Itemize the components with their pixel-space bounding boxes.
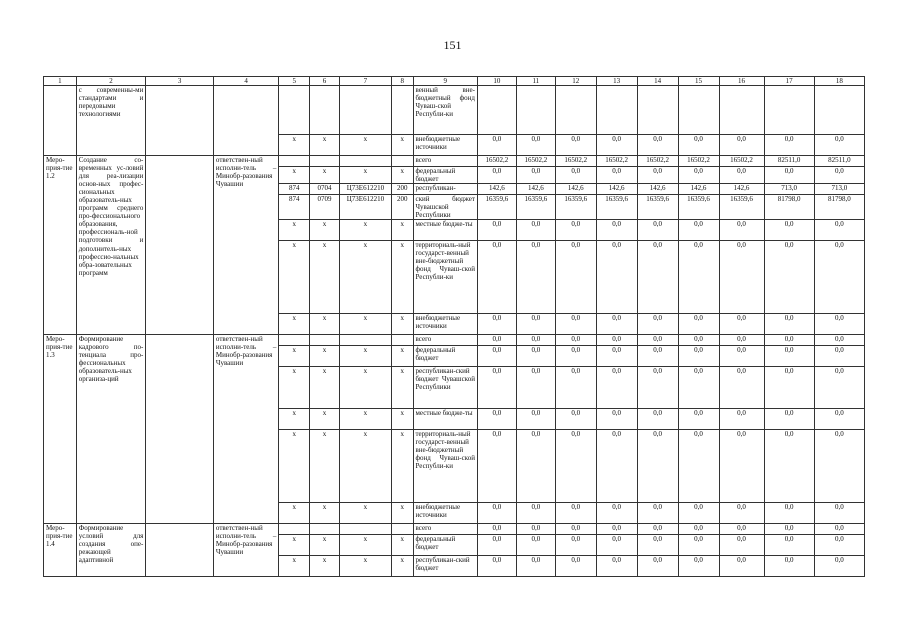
value-cell: 142,6 xyxy=(555,184,596,195)
code-cell: x xyxy=(310,556,340,577)
column-number: 16 xyxy=(719,77,764,86)
activity-description: Формирование условий для создания опе-режающей адаптивной xyxy=(76,524,146,577)
code-cell: x xyxy=(310,220,340,241)
value-cell: 0,0 xyxy=(516,220,555,241)
value-cell: 0,0 xyxy=(637,167,678,184)
value-cell: 0,0 xyxy=(719,220,764,241)
program-description: с современны-ми стандартами и передовыми технологиями xyxy=(76,86,146,156)
responsible-executor: ответствен-ный исполни-тель – Минобр-разования Чувашии xyxy=(213,156,279,335)
value-cell: 0,0 xyxy=(555,535,596,556)
empty-cell xyxy=(146,86,214,156)
funding-source: федеральный бюджет xyxy=(413,346,477,367)
value-cell: 0,0 xyxy=(555,503,596,524)
activity-title: Меро-прия-тие 1.3 xyxy=(44,335,77,524)
value-cell: 0,0 xyxy=(678,409,719,430)
value-cell: 0,0 xyxy=(555,241,596,314)
value-cell: 0,0 xyxy=(814,367,864,409)
value-cell: 0,0 xyxy=(719,167,764,184)
code-cell: x xyxy=(392,430,413,503)
code-cell: x xyxy=(339,367,391,409)
value-cell: 0,0 xyxy=(814,535,864,556)
value-cell: 0,0 xyxy=(477,220,516,241)
value-cell: 0,0 xyxy=(637,503,678,524)
funding-source: федеральный бюджет xyxy=(413,167,477,184)
responsible-executor: ответствен-ный исполни-тель – Минобр-разования Чувашии xyxy=(213,335,279,524)
activity-title: Меро-прия-тие 1.2 xyxy=(44,156,77,335)
column-number: 10 xyxy=(477,77,516,86)
code-cell: x xyxy=(392,314,413,335)
value-cell: 0,0 xyxy=(814,430,864,503)
value-cell: 0,0 xyxy=(814,314,864,335)
funding-source: ский бюджет Чувашской Республики xyxy=(413,195,477,220)
code-cell: x xyxy=(279,430,310,503)
funding-source: венный вне-бюджетный фонд Чуваш-ской Республи-ки xyxy=(413,86,477,135)
code-cell xyxy=(392,335,413,346)
value-cell: 0,0 xyxy=(637,535,678,556)
funding-source: внебюджетные источники xyxy=(413,503,477,524)
value-cell: 0,0 xyxy=(477,167,516,184)
value-cell: 0,0 xyxy=(764,335,814,346)
value-cell: 0,0 xyxy=(814,220,864,241)
responsible-executor: ответствен-ный исполни-тель – Минобр-разования Чувашии xyxy=(213,524,279,577)
code-cell: x xyxy=(392,241,413,314)
value-cell: 0,0 xyxy=(596,503,637,524)
value-cell: 0,0 xyxy=(764,430,814,503)
value-cell: 0,0 xyxy=(678,346,719,367)
column-number: 3 xyxy=(146,77,214,86)
code-cell: x xyxy=(339,556,391,577)
code-cell: x xyxy=(310,503,340,524)
column-number: 17 xyxy=(764,77,814,86)
value-cell: 0,0 xyxy=(814,167,864,184)
value-cell: 16359,6 xyxy=(596,195,637,220)
code-cell: x xyxy=(310,314,340,335)
value-cell: 0,0 xyxy=(764,220,814,241)
value-cell xyxy=(719,86,764,135)
value-cell: 16359,6 xyxy=(516,195,555,220)
value-cell: 16359,6 xyxy=(637,195,678,220)
value-cell: 16502,2 xyxy=(516,156,555,167)
code-cell xyxy=(310,156,340,167)
code-cell: x xyxy=(392,367,413,409)
value-cell: 0,0 xyxy=(477,367,516,409)
code-cell: Ц73Е612210 xyxy=(339,184,391,195)
code-cell: x xyxy=(279,241,310,314)
value-cell: 0,0 xyxy=(637,241,678,314)
value-cell xyxy=(516,86,555,135)
code-cell: x xyxy=(392,409,413,430)
value-cell: 0,0 xyxy=(637,409,678,430)
value-cell: 0,0 xyxy=(555,220,596,241)
value-cell: 0,0 xyxy=(764,346,814,367)
activity-cell xyxy=(44,86,77,156)
funding-source: местные бюдже-ты xyxy=(413,220,477,241)
value-cell: 0,0 xyxy=(555,167,596,184)
code-cell: x xyxy=(392,535,413,556)
value-cell: 0,0 xyxy=(477,241,516,314)
code-cell: x xyxy=(310,135,340,156)
column-number: 2 xyxy=(76,77,146,86)
code-cell xyxy=(392,156,413,167)
value-cell: 0,0 xyxy=(764,535,814,556)
value-cell: 0,0 xyxy=(637,335,678,346)
value-cell: 0,0 xyxy=(678,220,719,241)
funding-source: всего xyxy=(413,524,477,535)
code-cell: x xyxy=(310,241,340,314)
value-cell: 0,0 xyxy=(637,524,678,535)
value-cell: 16502,2 xyxy=(678,156,719,167)
value-cell: 0,0 xyxy=(719,524,764,535)
code-cell: x xyxy=(339,135,391,156)
value-cell: 0,0 xyxy=(637,556,678,577)
code-cell: x xyxy=(392,503,413,524)
column-number: 5 xyxy=(279,77,310,86)
value-cell: 0,0 xyxy=(719,335,764,346)
activity-description: Формирование кадрового по-тенциала про-фессиональных образователь-ных организа-ций xyxy=(76,335,146,524)
value-cell: 0,0 xyxy=(516,556,555,577)
value-cell: 0,0 xyxy=(814,241,864,314)
value-cell xyxy=(477,86,516,135)
value-cell: 142,6 xyxy=(637,184,678,195)
activity-title: Меро-прия-тие 1.4 xyxy=(44,524,77,577)
value-cell: 16502,2 xyxy=(477,156,516,167)
code-cell: x xyxy=(279,314,310,335)
column-number: 4 xyxy=(213,77,279,86)
value-cell: 0,0 xyxy=(678,314,719,335)
value-cell: 81798,0 xyxy=(764,195,814,220)
value-cell: 0,0 xyxy=(477,335,516,346)
value-cell: 0,0 xyxy=(516,503,555,524)
value-cell: 16359,6 xyxy=(678,195,719,220)
value-cell: 0,0 xyxy=(477,556,516,577)
code-cell xyxy=(310,335,340,346)
code-cell xyxy=(339,335,391,346)
code-cell: x xyxy=(279,503,310,524)
value-cell: 0,0 xyxy=(764,503,814,524)
value-cell: 0,0 xyxy=(516,535,555,556)
value-cell: 0,0 xyxy=(719,314,764,335)
value-cell: 142,6 xyxy=(596,184,637,195)
value-cell: 0,0 xyxy=(555,409,596,430)
funding-source: республикан-ский бюджет Чувашской Республики xyxy=(413,367,477,409)
value-cell: 16359,6 xyxy=(719,195,764,220)
code-cell: x xyxy=(279,135,310,156)
value-cell xyxy=(814,86,864,135)
code-cell: x xyxy=(339,167,391,184)
value-cell: 0,0 xyxy=(678,535,719,556)
value-cell: 0,0 xyxy=(516,346,555,367)
code-cell: x xyxy=(339,409,391,430)
code-cell xyxy=(392,86,413,135)
value-cell: 0,0 xyxy=(516,314,555,335)
value-cell: 0,0 xyxy=(596,409,637,430)
funding-source: всего xyxy=(413,335,477,346)
code-cell: Ц73Е612210 xyxy=(339,195,391,220)
value-cell: 0,0 xyxy=(637,314,678,335)
value-cell: 0,0 xyxy=(814,346,864,367)
value-cell: 82511,0 xyxy=(764,156,814,167)
value-cell: 0,0 xyxy=(555,335,596,346)
funding-source: территориаль-ный государст-венный вне-бюджетный фонд Чуваш-ской Республи-ки xyxy=(413,430,477,503)
code-cell xyxy=(392,524,413,535)
code-cell: x xyxy=(339,220,391,241)
value-cell: 0,0 xyxy=(637,430,678,503)
value-cell: 0,0 xyxy=(678,335,719,346)
code-cell xyxy=(339,524,391,535)
column-number: 7 xyxy=(339,77,391,86)
code-cell: x xyxy=(310,167,340,184)
value-cell: 0,0 xyxy=(516,241,555,314)
value-cell: 0,0 xyxy=(678,556,719,577)
value-cell: 0,0 xyxy=(764,524,814,535)
funding-source: местные бюдже-ты xyxy=(413,409,477,430)
value-cell: 0,0 xyxy=(477,430,516,503)
value-cell: 0,0 xyxy=(596,535,637,556)
value-cell: 0,0 xyxy=(555,135,596,156)
code-cell: 874 xyxy=(279,195,310,220)
value-cell xyxy=(764,86,814,135)
code-cell: x xyxy=(310,430,340,503)
value-cell: 0,0 xyxy=(516,335,555,346)
code-cell: x xyxy=(392,167,413,184)
value-cell: 0,0 xyxy=(516,367,555,409)
code-cell: x xyxy=(279,409,310,430)
value-cell: 0,0 xyxy=(477,503,516,524)
table-row xyxy=(44,86,865,135)
value-cell: 0,0 xyxy=(764,367,814,409)
value-cell: 0,0 xyxy=(814,335,864,346)
column-number-row xyxy=(44,77,865,86)
code-cell: x xyxy=(339,503,391,524)
value-cell: 0,0 xyxy=(764,556,814,577)
code-cell: x xyxy=(392,135,413,156)
code-cell xyxy=(339,86,391,135)
code-cell: x xyxy=(279,346,310,367)
value-cell: 0,0 xyxy=(814,409,864,430)
value-cell: 0,0 xyxy=(516,409,555,430)
value-cell: 0,0 xyxy=(637,367,678,409)
value-cell: 0,0 xyxy=(555,314,596,335)
value-cell: 0,0 xyxy=(555,524,596,535)
column-number: 8 xyxy=(392,77,413,86)
page-number: 151 xyxy=(443,38,462,52)
value-cell: 0,0 xyxy=(596,220,637,241)
value-cell: 0,0 xyxy=(719,430,764,503)
code-cell: 200 xyxy=(392,184,413,195)
funding-source: внебюджетные источники xyxy=(413,314,477,335)
value-cell: 0,0 xyxy=(477,135,516,156)
code-cell xyxy=(310,524,340,535)
code-cell: x xyxy=(310,535,340,556)
value-cell xyxy=(678,86,719,135)
value-cell: 0,0 xyxy=(678,135,719,156)
funding-source: территориаль-ный государст-венный вне-бюджетный фонд Чуваш-ской Республи-ки xyxy=(413,241,477,314)
value-cell: 0,0 xyxy=(719,556,764,577)
value-cell: 0,0 xyxy=(596,335,637,346)
value-cell: 0,0 xyxy=(719,503,764,524)
value-cell: 0,0 xyxy=(719,367,764,409)
value-cell: 0,0 xyxy=(719,241,764,314)
code-cell: x xyxy=(279,220,310,241)
value-cell: 16502,2 xyxy=(719,156,764,167)
code-cell xyxy=(279,524,310,535)
value-cell: 0,0 xyxy=(477,346,516,367)
activity-description: Создание со-временных ус-ловий для реа-лизации основ-ных профес-сиональных образователь-ных программ среднего про-фессионального образования, профессиональ-ной подготовки и дополнитель-ных профессио-нальных обра-зовательных программ xyxy=(76,156,146,335)
funding-source: внебюджетные источники xyxy=(413,135,477,156)
value-cell: 0,0 xyxy=(477,535,516,556)
value-cell: 0,0 xyxy=(596,167,637,184)
value-cell: 0,0 xyxy=(764,314,814,335)
value-cell: 0,0 xyxy=(637,220,678,241)
code-cell: x xyxy=(339,346,391,367)
column-number: 14 xyxy=(637,77,678,86)
value-cell: 0,0 xyxy=(719,135,764,156)
code-cell: x xyxy=(310,346,340,367)
value-cell: 0,0 xyxy=(719,535,764,556)
budget-table xyxy=(43,76,865,577)
value-cell: 0,0 xyxy=(637,346,678,367)
code-cell: x xyxy=(392,346,413,367)
value-cell: 0,0 xyxy=(814,503,864,524)
column-number: 15 xyxy=(678,77,719,86)
column-number: 1 xyxy=(44,77,77,86)
value-cell: 0,0 xyxy=(678,430,719,503)
column-number: 9 xyxy=(413,77,477,86)
value-cell: 0,0 xyxy=(814,524,864,535)
code-cell: x xyxy=(392,220,413,241)
value-cell: 0,0 xyxy=(596,241,637,314)
code-cell: 0709 xyxy=(310,195,340,220)
value-cell: 82511,0 xyxy=(814,156,864,167)
value-cell: 0,0 xyxy=(814,556,864,577)
value-cell: 0,0 xyxy=(764,241,814,314)
code-cell: x xyxy=(310,409,340,430)
code-cell: 874 xyxy=(279,184,310,195)
code-cell: x xyxy=(339,535,391,556)
value-cell: 0,0 xyxy=(596,556,637,577)
funding-source: республикан- xyxy=(413,184,477,195)
value-cell: 16502,2 xyxy=(555,156,596,167)
column-number: 6 xyxy=(310,77,340,86)
value-cell: 0,0 xyxy=(516,430,555,503)
code-cell xyxy=(279,86,310,135)
value-cell: 0,0 xyxy=(678,503,719,524)
value-cell: 0,0 xyxy=(719,409,764,430)
column-number: 12 xyxy=(555,77,596,86)
code-cell: x xyxy=(392,556,413,577)
value-cell: 142,6 xyxy=(678,184,719,195)
value-cell: 0,0 xyxy=(477,314,516,335)
funding-source: всего xyxy=(413,156,477,167)
value-cell: 0,0 xyxy=(596,135,637,156)
value-cell: 0,0 xyxy=(477,524,516,535)
value-cell: 0,0 xyxy=(764,409,814,430)
code-cell: x xyxy=(339,430,391,503)
value-cell: 713,0 xyxy=(764,184,814,195)
code-cell: x xyxy=(279,167,310,184)
code-cell xyxy=(279,335,310,346)
value-cell: 0,0 xyxy=(678,367,719,409)
empty-cell xyxy=(146,335,214,524)
empty-cell xyxy=(146,156,214,335)
value-cell: 0,0 xyxy=(516,524,555,535)
value-cell: 16502,2 xyxy=(596,156,637,167)
value-cell: 713,0 xyxy=(814,184,864,195)
value-cell xyxy=(596,86,637,135)
column-number: 18 xyxy=(814,77,864,86)
empty-cell xyxy=(146,524,214,577)
value-cell: 0,0 xyxy=(596,430,637,503)
value-cell: 0,0 xyxy=(764,167,814,184)
responsible-cell xyxy=(213,86,279,156)
code-cell: x xyxy=(310,367,340,409)
value-cell: 0,0 xyxy=(637,135,678,156)
funding-source: республикан-ский бюджет xyxy=(413,556,477,577)
code-cell: 0704 xyxy=(310,184,340,195)
code-cell: x xyxy=(279,535,310,556)
value-cell: 16359,6 xyxy=(477,195,516,220)
code-cell xyxy=(279,156,310,167)
value-cell: 0,0 xyxy=(678,241,719,314)
code-cell: 200 xyxy=(392,195,413,220)
code-cell xyxy=(339,156,391,167)
code-cell: x xyxy=(339,241,391,314)
value-cell: 0,0 xyxy=(678,524,719,535)
value-cell: 16502,2 xyxy=(637,156,678,167)
value-cell: 0,0 xyxy=(596,314,637,335)
funding-source: федеральный бюджет xyxy=(413,535,477,556)
value-cell: 16359,6 xyxy=(555,195,596,220)
value-cell: 0,0 xyxy=(516,135,555,156)
table-row xyxy=(44,335,865,346)
value-cell: 0,0 xyxy=(596,524,637,535)
value-cell: 0,0 xyxy=(764,135,814,156)
value-cell xyxy=(555,86,596,135)
value-cell: 142,6 xyxy=(516,184,555,195)
value-cell: 81798,0 xyxy=(814,195,864,220)
code-cell: x xyxy=(279,556,310,577)
value-cell: 142,6 xyxy=(719,184,764,195)
column-number: 11 xyxy=(516,77,555,86)
value-cell: 0,0 xyxy=(555,556,596,577)
value-cell: 0,0 xyxy=(678,167,719,184)
value-cell: 0,0 xyxy=(516,167,555,184)
value-cell: 0,0 xyxy=(555,367,596,409)
value-cell: 142,6 xyxy=(477,184,516,195)
value-cell: 0,0 xyxy=(477,409,516,430)
table-row xyxy=(44,156,865,167)
value-cell: 0,0 xyxy=(555,346,596,367)
value-cell: 0,0 xyxy=(814,135,864,156)
value-cell: 0,0 xyxy=(596,367,637,409)
code-cell: x xyxy=(339,314,391,335)
value-cell: 0,0 xyxy=(719,346,764,367)
code-cell: x xyxy=(279,367,310,409)
value-cell: 0,0 xyxy=(596,346,637,367)
table-row xyxy=(44,524,865,535)
value-cell: 0,0 xyxy=(555,430,596,503)
code-cell xyxy=(310,86,340,135)
column-number: 13 xyxy=(596,77,637,86)
value-cell xyxy=(637,86,678,135)
